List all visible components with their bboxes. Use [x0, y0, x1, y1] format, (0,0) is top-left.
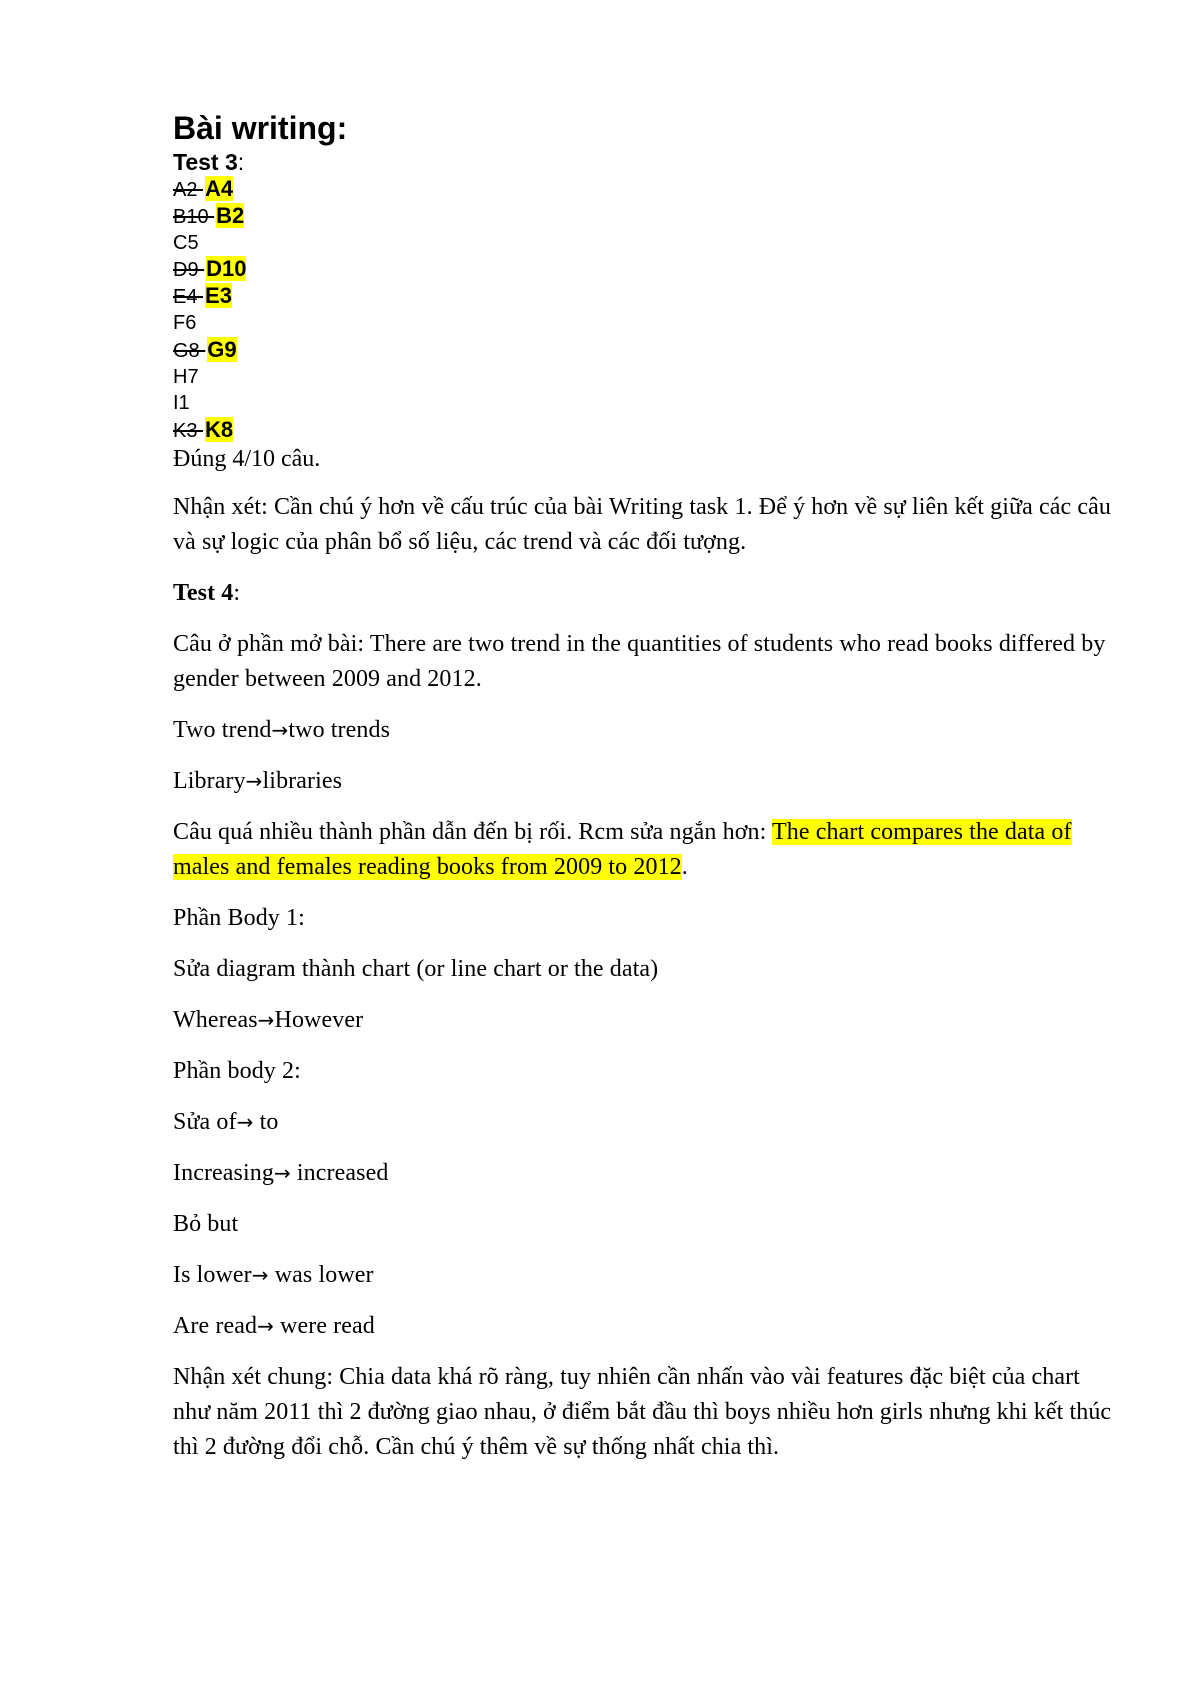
body2-heading: Phần body 2: — [173, 1057, 301, 1084]
correction-to: increased — [290, 1159, 389, 1186]
correction-to: to — [253, 1108, 279, 1135]
correction-to: libraries — [262, 767, 343, 794]
correction-from: Are read — [173, 1312, 258, 1339]
recommended-sentence: The chart compares the data of males and females reading books from 2009 to 2012 — [173, 818, 1072, 880]
test3-label-colon: : — [237, 149, 245, 175]
correction-whereas — [173, 1003, 1113, 1038]
correct-answer: H7 — [173, 365, 199, 388]
test3-score: Đúng 4/10 câu. — [173, 445, 321, 472]
arrow-right-icon: → — [236, 1109, 254, 1134]
answer-item — [173, 310, 1113, 337]
correction-is-lower — [173, 1258, 1113, 1293]
general-comment: Nhận xét chung: Chia data khá rõ ràng, tuy nhiên cần nhấn vào vài features đặc biệt của chart như năm 2011 thì 2 đường giao nhau, ở điểm bắt đầu thì boys nhiều hơn girls nhưng khi kết thúc thì 2 đường đổi chỗ. Cần chú ý thêm về sự thống nhất chia thì. — [173, 1363, 1112, 1460]
test3-answer-list — [173, 176, 1113, 444]
body1-heading: Phần Body 1: — [173, 904, 305, 931]
wrong-answer: G8 — [173, 339, 206, 362]
answer-item — [173, 203, 1113, 230]
correction-from: Library — [173, 767, 246, 794]
test3-label: Test 3 — [173, 149, 238, 175]
wrong-answer: K3 — [173, 420, 204, 443]
correction-from: Is lower — [173, 1261, 252, 1288]
correct-answer: C5 — [173, 231, 199, 254]
corrected-answer: E3 — [205, 283, 232, 309]
answer-item — [173, 364, 1113, 391]
corrected-answer: D10 — [206, 256, 247, 282]
correction-from: Whereas — [173, 1006, 258, 1033]
remove-but: Bỏ but — [173, 1210, 239, 1237]
recommendation-prefix: Câu quá nhiều thành phần dẫn đến bị rối. Rcm sửa ngắn hơn: — [173, 818, 773, 845]
correction-of — [173, 1105, 1113, 1140]
test4-heading — [173, 576, 1113, 611]
intro-sentence: Câu ở phần mở bài: There are two trend in the quantities of students who read books differed by gender between 2009 and 2012. — [173, 630, 1106, 692]
answer-item — [173, 230, 1113, 257]
correction-to: were read — [273, 1312, 375, 1339]
correct-answer: F6 — [173, 311, 197, 334]
answer-item — [173, 176, 1113, 203]
correction-from: Two trend — [173, 716, 272, 743]
answer-item — [173, 256, 1113, 283]
arrow-right-icon: → — [245, 768, 263, 793]
wrong-answer: B10 — [173, 205, 215, 228]
arrow-right-icon: → — [257, 1007, 275, 1032]
corrected-answer: A4 — [205, 176, 234, 201]
answer-item — [173, 390, 1113, 417]
wrong-answer: A2 — [173, 179, 204, 201]
correction-to: two trends — [288, 716, 391, 743]
wrong-answer: D9 — [173, 259, 205, 282]
correction-to: However — [274, 1006, 364, 1033]
correction-library — [173, 764, 1113, 799]
recommendation-suffix: . — [681, 853, 688, 880]
document-title: Bài writing: — [173, 110, 348, 146]
test4-label-colon: : — [233, 579, 241, 606]
recommendation — [173, 815, 1113, 885]
correction-from: Sửa of — [173, 1108, 237, 1135]
answer-item — [173, 417, 1113, 444]
arrow-right-icon: → — [273, 1160, 291, 1185]
corrected-answer: G9 — [207, 336, 237, 362]
correction-increasing — [173, 1156, 1113, 1191]
correction-from: Increasing — [173, 1159, 274, 1186]
correct-answer: I1 — [173, 392, 190, 415]
corrected-answer: B2 — [216, 202, 245, 228]
correction-are-read — [173, 1309, 1113, 1344]
body1-note: Sửa diagram thành chart (or line chart or the data) — [173, 955, 659, 982]
test3-comment: Nhận xét: Cần chú ý hơn về cấu trúc của bài Writing task 1. Để ý hơn về sự liên kết giữa các câu và sự logic của phân bổ số liệu, các trend và các đối tượng. — [173, 493, 1111, 555]
corrected-answer: K8 — [205, 417, 234, 443]
correction-to: was lower — [268, 1261, 374, 1288]
answer-item — [173, 283, 1113, 310]
arrow-right-icon: → — [271, 717, 289, 742]
correction-two-trend — [173, 713, 1113, 748]
answer-item — [173, 337, 1113, 364]
arrow-right-icon: → — [251, 1262, 269, 1287]
arrow-right-icon: → — [257, 1313, 274, 1338]
wrong-answer: E4 — [173, 286, 204, 309]
document-page — [173, 108, 1113, 1481]
test3-heading — [173, 148, 1113, 176]
test4-label: Test 4 — [173, 579, 234, 606]
